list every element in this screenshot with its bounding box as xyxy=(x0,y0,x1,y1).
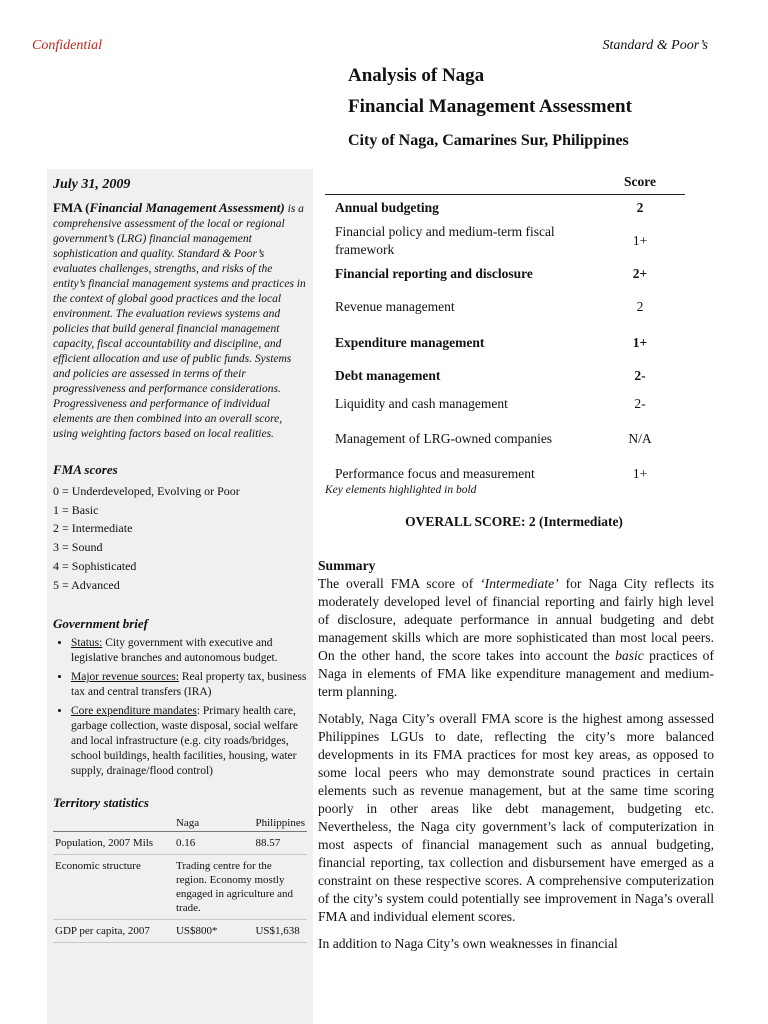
score-level: 1 = Basic xyxy=(53,502,99,517)
table-row xyxy=(325,287,685,327)
title-block xyxy=(348,64,728,151)
brief-label: Status: xyxy=(71,637,103,650)
table-row xyxy=(325,415,685,463)
naga-value: Trading centre for the region. Economy mostly engaged in agriculture and trade. xyxy=(174,855,307,920)
text-run: practices of Naga in elements of FMA like expenditure management and medium-term planning. xyxy=(318,648,714,699)
fma-score-table xyxy=(325,172,685,485)
list-item xyxy=(71,636,307,666)
report-location: City of Naga, Camarines Sur, Philippines xyxy=(348,132,629,149)
government-brief-list xyxy=(53,636,307,779)
text-run: for Naga City reflects its moderately developed level of financial reporting and fairly high level of disclosure, adequate performance in annual budgeting and debt management skills which are more sophisticated than most local peers. On the other hand, the score takes into account the xyxy=(318,576,714,663)
fma-description xyxy=(53,200,307,442)
table-row xyxy=(325,261,685,287)
score-level: 4 = Sophisticated xyxy=(53,558,137,573)
table-header-row xyxy=(325,172,685,195)
table-row xyxy=(325,463,685,485)
overall-score: OVERALL SCORE: 2 (Intermediate) xyxy=(405,514,623,529)
table-row xyxy=(53,855,307,920)
table-row xyxy=(325,327,685,359)
list-item xyxy=(71,704,307,779)
element-score: 1+ xyxy=(632,465,648,481)
element-name: Performance focus and measurement xyxy=(335,465,535,481)
brief-label: Core expenditure mandates xyxy=(71,705,197,718)
table-row xyxy=(325,359,685,393)
score-level: 2 = Intermediate xyxy=(53,521,133,536)
brief-text: City government with executive and legislative branches and autonomous budget. xyxy=(71,637,278,665)
element-score: 2+ xyxy=(632,265,648,281)
row-label: Economic structure xyxy=(53,855,174,920)
text-run-italic: ‘Intermediate’ xyxy=(480,576,559,591)
row-label: Population, 2007 Mils xyxy=(53,832,174,855)
element-score: 1+ xyxy=(632,334,648,350)
element-name: Annual budgeting xyxy=(335,199,439,215)
territory-statistics-heading: Territory statistics xyxy=(53,795,149,811)
brief-text: : Primary health care, garbage collection, waste disposal, social welfare and local infrastructure (e.g. city roads/bridges, school buildings, health facilities, housing, water supply, drainage/flood control) xyxy=(71,705,299,778)
list-item xyxy=(71,670,307,700)
score-level: 3 = Sound xyxy=(53,540,103,555)
element-score: 2- xyxy=(634,367,646,383)
element-name: Expenditure management xyxy=(335,334,485,350)
element-score: 2 xyxy=(636,199,644,215)
table-row xyxy=(53,832,307,855)
element-name: Liquidity and cash management xyxy=(335,395,508,411)
publisher-label: Standard & Poor’s xyxy=(602,38,708,53)
report-subtitle: Financial Management Assessment xyxy=(348,96,632,117)
element-name: Financial reporting and disclosure xyxy=(335,265,533,281)
report-title: Analysis of Naga xyxy=(348,65,485,86)
table-row xyxy=(325,393,685,415)
territory-statistics-table xyxy=(53,815,307,943)
element-score: 2 xyxy=(636,298,644,314)
fma-scores-heading: FMA scores xyxy=(53,462,118,477)
table-row xyxy=(325,195,685,221)
summary-section xyxy=(318,557,714,962)
fma-desc-text: is a comprehensive assessment of the local or regional government’s (LRG) financial management sophistication and quality. Standard & Poor’s evaluates challenges, strengths, and risks of the entity’s financial management systems and practices in the context of global good practices and the local environment. The evaluation reviews systems and policies that build general financial management capacity, fiscal accountability and discipline, and efficient allocation and use of public funds. Systems and policies are assessed in terms of their progressiveness and performance considerations. Progressiveness and performance of individual elements are then combined into an overall score, using weighting factors based on local realities. xyxy=(53,203,306,440)
brief-label: Major revenue sources: xyxy=(71,671,179,684)
element-name: Debt management xyxy=(335,367,441,383)
row-label: GDP per capita, 2007 xyxy=(53,920,174,943)
naga-value: 0.16 xyxy=(174,832,254,855)
score-level: 5 = Advanced xyxy=(53,577,120,592)
element-name: Revenue management xyxy=(335,298,455,314)
fma-title: Financial Management Assessment) xyxy=(89,200,285,215)
text-run: The overall FMA score of xyxy=(318,576,481,591)
text-run-italic: basic xyxy=(615,648,644,663)
score-level: 0 = Underdeveloped, Evolving or Poor xyxy=(53,484,240,498)
summary-paragraph xyxy=(318,575,714,701)
report-date: July 31, 2009 xyxy=(53,177,131,192)
naga-value: US$800* xyxy=(174,920,254,943)
table-row xyxy=(325,221,685,261)
score-table-note: Key elements highlighted in bold xyxy=(325,484,477,496)
fma-scores-list xyxy=(53,482,307,594)
table-row xyxy=(53,920,307,943)
summary-paragraph: Notably, Naga City’s overall FMA score is the highest among assessed Philippines LGUs to date, reflecting the city’s more balanced developments in its FMA practices for most key areas, as opposed to some local peers who may demonstrate sound practices in certain elements such as revenue management, but at the same time scoring poorly in other areas like debt management, budgeting etc. Nevertheless, the Naga city government’s lack of computerization in most aspects of financial management such as annual budgeting, financial reporting, tax collection and disbursement have emerged as a constraint on these respective scores. A comprehensive computerization of the city’s system could potentially see improvement in Naga’s overall FMA and individual element scores. xyxy=(318,711,714,924)
brief-text: Real property tax, business tax and central transfers (IRA) xyxy=(71,671,307,699)
fma-abbr: FMA ( xyxy=(53,200,90,215)
philippines-value: 88.57 xyxy=(253,832,307,855)
table-header-row xyxy=(53,815,307,832)
element-score: 2- xyxy=(634,395,646,411)
column-header xyxy=(53,815,174,832)
element-name: Financial policy and medium-term fiscal framework xyxy=(335,223,555,257)
confidential-label: Confidential xyxy=(32,38,102,53)
philippines-value: US$1,638 xyxy=(253,920,307,943)
sidebar xyxy=(47,169,313,1024)
element-score: N/A xyxy=(628,430,652,446)
column-header: Naga xyxy=(174,815,254,832)
government-brief-heading: Government brief xyxy=(53,616,148,632)
element-score: 1+ xyxy=(632,232,648,248)
summary-heading: Summary xyxy=(318,558,376,573)
element-name: Management of LRG-owned companies xyxy=(335,430,553,446)
column-header: Philippines xyxy=(253,815,307,832)
score-column-header: Score xyxy=(595,172,685,195)
summary-paragraph: In addition to Naga City’s own weaknesses in financial xyxy=(318,936,618,951)
